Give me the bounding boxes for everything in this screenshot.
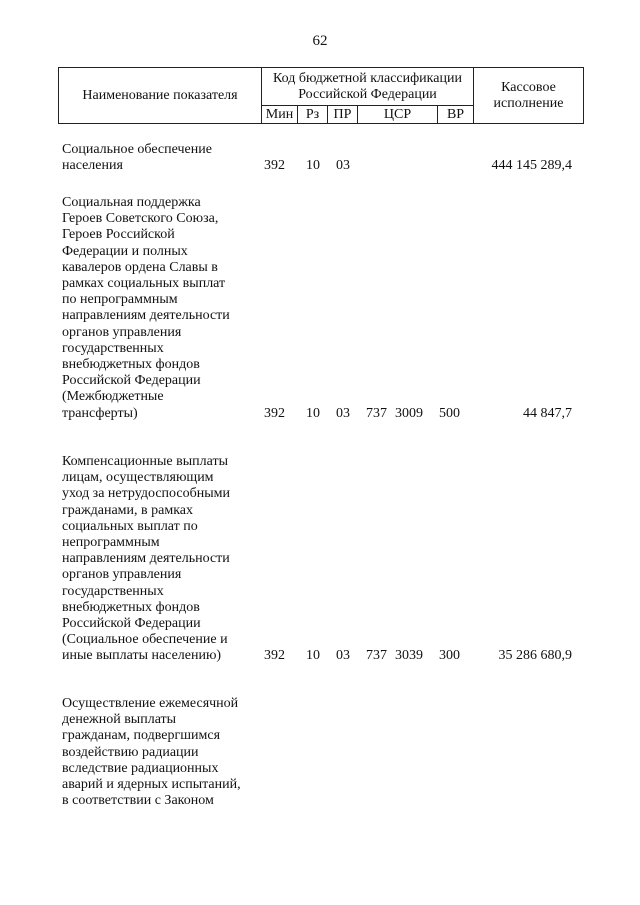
- table-row: [0, 142, 640, 174]
- indicator-name-line: гражданами, в рамках: [62, 502, 194, 518]
- indicator-name-line: кавалеров ордена Славы в: [62, 259, 218, 275]
- header-sub-rz: Рз: [298, 106, 328, 124]
- indicator-name-line: внебюджетных фондов: [62, 357, 200, 373]
- code-pr: 03: [336, 648, 350, 664]
- indicator-name-line: Социальное обеспечение: [62, 142, 212, 157]
- code-pr: 03: [336, 405, 350, 421]
- indicator-name-line: вследствие радиационных: [62, 760, 219, 776]
- code-vr: 500: [439, 405, 460, 421]
- table-row: [0, 195, 640, 422]
- code-rz: 10: [306, 648, 320, 664]
- code-min: 392: [264, 648, 285, 664]
- cash-amount: 444 145 289,4: [491, 158, 572, 174]
- code-vr: 300: [439, 648, 460, 664]
- indicator-name-line: аварий и ядерных испытаний,: [62, 777, 241, 793]
- indicator-name: [62, 454, 258, 665]
- indicator-name-line: направлениям деятельности: [62, 308, 230, 324]
- indicator-name-line: денежной выплаты: [62, 712, 177, 728]
- code-min: 392: [264, 158, 285, 174]
- indicator-name-line: Компенсационные выплаты: [62, 454, 228, 469]
- indicator-name-line: (Социальное обеспечение и: [62, 632, 228, 648]
- indicator-name-line: Российской Федерации: [62, 616, 201, 632]
- indicator-name-line: социальных выплат по: [62, 518, 198, 534]
- indicator-name-line: иные выплаты населению): [62, 648, 222, 664]
- row-codes: [0, 648, 640, 665]
- indicator-name-line: (Межбюджетные: [62, 389, 164, 405]
- indicator-name-line: Героев Советского Союза,: [62, 211, 219, 227]
- indicator-name-line: государственных: [62, 583, 164, 599]
- indicator-name-line: по непрограммным: [62, 292, 178, 308]
- code-min: 392: [264, 405, 285, 421]
- indicator-name-line: органов управления: [62, 324, 182, 340]
- header-sub-vr: ВР: [438, 106, 474, 124]
- header-code-line2: Российской Федерации: [298, 86, 437, 102]
- indicator-name-line: Героев Российской: [62, 227, 175, 243]
- page-number: 62: [312, 33, 328, 49]
- code-csr-part2: 3009: [395, 405, 423, 421]
- indicator-name-line: Осуществление ежемесячной: [62, 696, 239, 711]
- header-code-line1: Код бюджетной классификации: [273, 70, 462, 86]
- code-rz: 10: [306, 158, 320, 174]
- indicator-name-line: гражданам, подвергшимся: [62, 728, 221, 744]
- row-codes: [0, 405, 640, 422]
- table-row: [0, 696, 640, 809]
- header-sub-pr: ПР: [328, 106, 358, 124]
- header-cash-line1: Кассовое: [501, 79, 556, 95]
- indicator-name-line: государственных: [62, 340, 164, 356]
- indicator-name-line: уход за нетрудоспособными: [62, 486, 230, 502]
- indicator-name-line: направлениям деятельности: [62, 551, 230, 567]
- indicator-name: [62, 195, 258, 422]
- cash-amount: 35 286 680,9: [498, 648, 572, 664]
- code-csr-part1: 737: [366, 648, 387, 664]
- header-code-column: [262, 68, 474, 106]
- indicator-name-line: в соответствии с Законом: [62, 793, 214, 809]
- header-cash-column: [474, 68, 584, 124]
- code-csr-part1: 737: [366, 405, 387, 421]
- indicator-name-line: органов управления: [62, 567, 182, 583]
- code-csr-part2: 3039: [395, 648, 423, 664]
- indicator-name-line: трансферты): [62, 405, 138, 421]
- indicator-name-line: Российской Федерации: [62, 373, 201, 389]
- indicator-name-line: рамках социальных выплат: [62, 276, 226, 292]
- indicator-name-line: Социальная поддержка: [62, 195, 201, 210]
- code-rz: 10: [306, 405, 320, 421]
- indicator-name-line: непрограммным: [62, 535, 160, 551]
- row-codes: [0, 157, 640, 174]
- indicator-name-line: воздействию радиации: [62, 744, 199, 760]
- row-codes: [0, 792, 640, 809]
- table-header: [58, 67, 584, 124]
- code-pr: 03: [336, 158, 350, 174]
- indicator-name-line: внебюджетных фондов: [62, 599, 200, 615]
- header-cash-line2: исполнение: [493, 95, 564, 111]
- header-sub-csr: ЦСР: [358, 106, 438, 124]
- indicator-name-line: населения: [62, 158, 123, 174]
- indicator-name-line: лицам, осуществляющим: [62, 470, 214, 486]
- header-sub-min: Мин: [262, 106, 298, 124]
- cash-amount: 44 847,7: [523, 405, 572, 421]
- table-row: [0, 454, 640, 665]
- header-name-column: Наименование показателя: [59, 68, 262, 124]
- indicator-name-line: Федерации и полных: [62, 243, 188, 259]
